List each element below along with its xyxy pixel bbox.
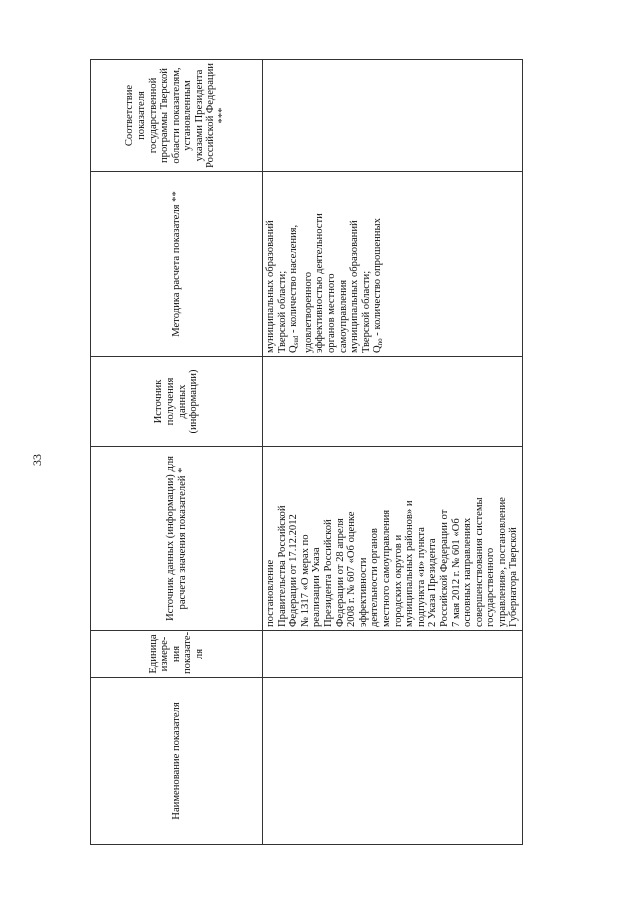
formula-text: - количество опрошенных <box>372 218 384 339</box>
data-source-line: реализации Указа <box>311 547 323 627</box>
rotated-table-wrapper <box>90 60 520 845</box>
cell-data-source <box>263 447 523 631</box>
method-line: эффективностью деятельности <box>314 213 326 353</box>
header-unit: Единица измере-ния показате-ля <box>91 631 263 678</box>
method-line: самоуправления <box>337 279 349 353</box>
header-method: Методика расчета показателя ** <box>91 172 263 357</box>
data-source-line: Федерации от 28 апреля <box>334 518 346 627</box>
method-line: муниципальных образований <box>265 220 276 353</box>
data-source-line: городских округов и <box>392 534 404 627</box>
formula-subscript: sud <box>292 335 301 346</box>
cell-source-of-data <box>263 357 523 447</box>
method-formula-qno <box>372 175 387 353</box>
data-source-line: № 1317 «О мерах по <box>299 534 311 627</box>
formula-symbol: Q <box>288 345 300 353</box>
table-row <box>263 60 523 845</box>
data-source-line: государственного <box>485 547 497 627</box>
header-data-source: Источник данных (информации) для расчета значения показателей * <box>91 447 263 631</box>
table-header-row <box>91 60 263 845</box>
page-number: 33 <box>30 454 44 466</box>
data-source-line: подпункта «и» пункта <box>415 527 427 627</box>
formula-subscript: no <box>376 338 385 346</box>
data-source-line: 7 мая 2012 г. № 601 «Об <box>450 518 462 627</box>
formula-text: - количество населения, <box>288 224 300 336</box>
indicator-table <box>90 59 523 845</box>
data-source-line: муниципальных районов» и <box>404 500 416 627</box>
formula-symbol: Q <box>372 345 384 353</box>
method-formula-qsud <box>288 175 303 353</box>
header-indicator-name: Наименование показателя <box>91 678 263 845</box>
data-source-line: местного самоуправления <box>380 509 392 627</box>
data-source-line: управления», постановление <box>496 497 508 627</box>
data-source-line: основных направлениях <box>462 517 474 627</box>
data-source-line: эффективности <box>357 557 369 627</box>
header-source-of-data: Источник получения данных (информации) <box>91 357 263 447</box>
cell-method <box>263 172 523 357</box>
data-source-line: Российской Федерации от <box>438 509 450 627</box>
method-line: муниципальных образований <box>349 220 361 353</box>
method-line: Тверской области; <box>276 270 288 353</box>
cell-conformity <box>263 60 523 172</box>
method-line: органов местного <box>325 273 337 353</box>
data-source-line: Президента Российской <box>322 519 334 627</box>
cell-unit <box>263 631 523 678</box>
data-source-line: 2 Указа Президента <box>427 538 439 627</box>
data-source-line: Правительства Российской <box>276 505 288 627</box>
data-source-line: Федерации от 17.12.2012 <box>288 514 300 627</box>
method-line: удовлетворенного <box>302 271 314 353</box>
header-conformity: Соответствие показателя государственной программы Тверской области показателям, установленным указами Президента Российской Федерации *** <box>91 60 263 172</box>
data-source-line: 2008 г. № 607 «Об оценке <box>346 511 358 627</box>
cell-indicator-name <box>263 678 523 845</box>
method-line: Тверской области; <box>360 270 372 353</box>
data-source-line: Губернатора Тверской <box>508 527 520 627</box>
data-source-line: постановление <box>265 559 276 627</box>
data-source-line: деятельности органов <box>369 528 381 627</box>
data-source-line: совершенствования системы <box>473 497 485 627</box>
